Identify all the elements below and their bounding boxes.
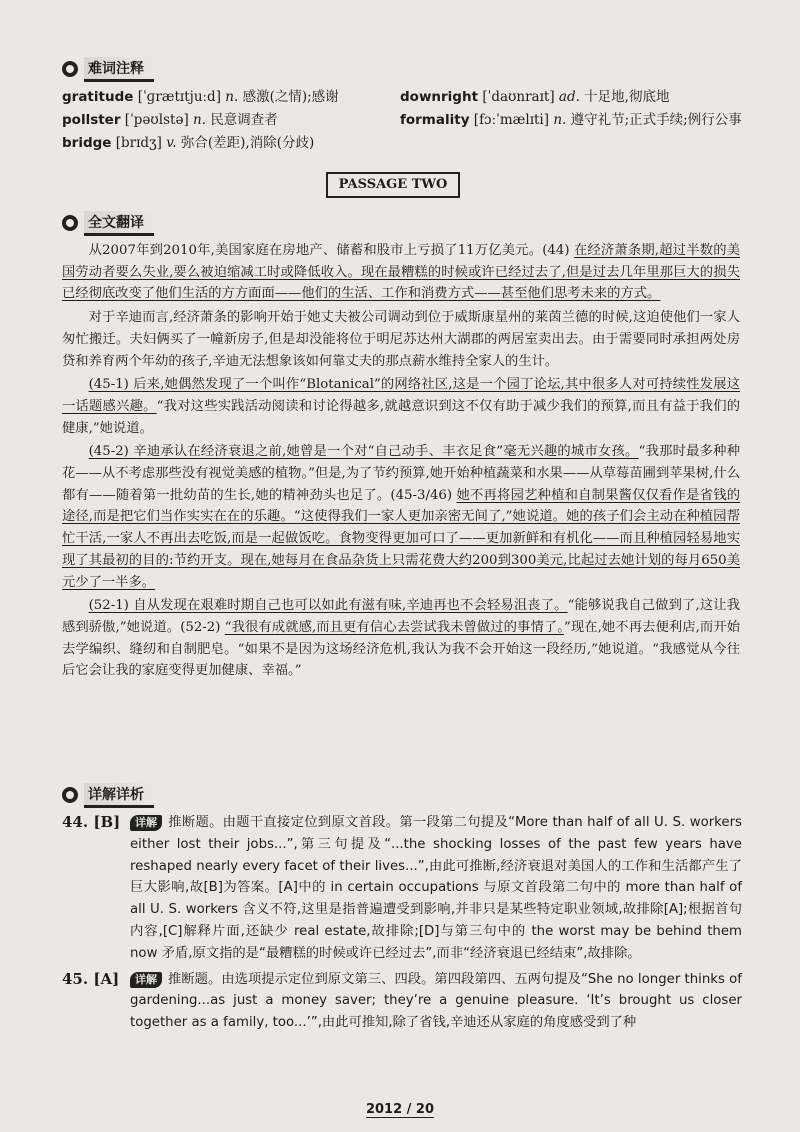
answer-item — [62, 812, 742, 965]
translation-paragraph: (45-1) 后来,她偶然发现了一个叫作“Blotanical”的网络社区,这是一个园丁论坛,其中很多人对可持续性发展这一话题感兴趣。“我对这些实践活动阅读和讨论得越多,就越意识到这不仅有助于减少我们的预算,而且有益于我们的健康,”她说道。 — [62, 377, 741, 436]
translation-section-header — [62, 212, 154, 234]
answer-explanation: 推断题。由题干直接定位到原文首段。第一段第二句提及“More than half of all U. S. workers either lost their jobs...”,第三句提及“...the shocking losses of the past few years have reshaped nearly every facet of their lives...”,由此可推断,经济衰退对美国人的工作和生活都产生了巨大影响,故[B]为答案。[A]中的 in certain occupations 与原文首段第二句中的 more than half of all U. S. workers 含义不符,这里是指普遍遭受到影响,并非只是某些特定职业领域,故排除[A];根据首句内容,[C]解释片面,还缺少 real estate,故排除;[D]与第三句中的 the worst may be behind them now 矛盾,原文指的是“最糟糕的时候或许已经过去”,而非“经济衰退已经结束”,故排除。 — [130, 815, 742, 961]
translation-section-title: 全文翻译 — [84, 211, 154, 236]
answer-item — [62, 969, 742, 1034]
translation-paragraph: 对于辛迪而言,经济萧条的影响开始于她丈夫被公司调动到位于威斯康星州的莱茵兰德的时候,这迫使他们一家人匆忙搬迁。夫妇俩买了一幢新房子,但是却没能将位于明尼苏达州大湖郡的两居室卖出去。由于需要同时承担两处房贷和养育两个年幼的孩子,辛迪无法想象该如何靠丈夫的那点薪水维持全家人的生计。 — [62, 310, 740, 369]
analysis-body — [62, 812, 742, 1038]
explain-tag: 详解 — [130, 972, 162, 988]
passage-label: PASSAGE TWO — [326, 172, 460, 198]
page-number: 2012 / 20 — [365, 1102, 435, 1117]
translation-paragraph: (52-1) 自从发现在艰难时期自己也可以如此有滋有味,辛迪再也不会轻易沮丧了。“能够说我自己做到了,这让我感到骄傲,”她说道。(52-2) “我很有成就感,而且更有信心去尝试我未曾做过的事情了。”现在,她不再去便利店,而开始去学编织、缝纫和自制肥皂。“如果不是因为这场经济危机,我认为我不会开始这一段经历,”她说道。“我感觉从今往后它会让我的家庭变得更加健康、幸福。” — [62, 598, 741, 679]
vocab-section-header — [62, 58, 154, 80]
translation-paragraph: 从2007年到2010年,美国家庭在房地产、储蓄和股市上亏损了11万亿美元。(44) 在经济萧条期,超过半数的美国劳动者要么失业,要么被迫缩减工时或降低收入。现在最糟糕的时候或许已经过去了,但是过去几年里那巨大的损失已经彻底改变了他们生活的方方面面——他们的生活、工作和消费方式——甚至他们思考未来的方式。 — [62, 243, 740, 302]
translation-body — [62, 240, 740, 684]
bullet-icon — [62, 787, 78, 803]
vocab-item: downright [ˈdaʊnraɪt] ad. 十足地,彻底地 — [400, 89, 670, 105]
answer-number: 44. — [62, 813, 89, 831]
bullet-icon — [62, 61, 78, 77]
answer-choice: [B] — [93, 813, 121, 831]
explain-tag: 详解 — [130, 815, 162, 831]
vocab-item: gratitude [ˈɡrætɪtjuːd] n. 感激(之情);感谢 — [62, 89, 339, 105]
vocab-item: formality [fɔːˈmælɪti] n. 遵守礼节;正式手续;例行公事 — [400, 112, 742, 128]
vocab-item: bridge [brɪdʒ] v. 弥合(差距),消除(分歧) — [62, 135, 315, 151]
answer-number: 45. — [62, 969, 89, 988]
answer-choice: [A] — [93, 969, 120, 988]
vocab-item: pollster [ˈpəʊlstə] n. 民意调查者 — [62, 112, 278, 128]
analysis-section-title: 详解详析 — [84, 783, 154, 808]
vocab-section-title: 难词注释 — [84, 57, 154, 82]
answer-explanation: 推断题。由选项提示定位到原文第三、四段。第四段第四、五两句提及“She no longer thinks of gardening...as just a money saver; they’re a genuine pleasure. ‘It’s brought us closer together as a family, too...’”,由此可推知,除了省钱,辛迪还从家庭的角度感受到了种 — [130, 971, 742, 1031]
analysis-section-header — [62, 784, 154, 806]
translation-paragraph: (45-2) 辛迪承认在经济衰退之前,她曾是一个对“自己动手、丰衣足食”毫无兴趣的城市女孩。“我那时最多种种花——从不考虑那些没有视觉美感的植物。”但是,为了节约预算,她开始种植蔬菜和水果——从草莓苗圃到苹果树,什么都有——随着第一批幼苗的生长,她的精神劲头也足了。(45-3/46) 她不再将园艺种植和自制果酱仅仅看作是省钱的途径,而是把它们当作实实在在的乐趣。“这使得我们一家人更加亲密无间了,”她说道。她的孩子们会主动在种植园帮忙干活,一家人不再出去吃饭,而是一起做饭吃。食物变得更加可口了——更加新鲜和有机化——而且种植园轻易地实现了其最初的目的:节约开支。现在,她每月在食品杂货上只需花费大约200到300美元,比起过去她计划的每月650美元少了一半多。 — [62, 444, 741, 590]
bullet-icon — [62, 215, 78, 231]
vocab-list — [62, 86, 752, 155]
